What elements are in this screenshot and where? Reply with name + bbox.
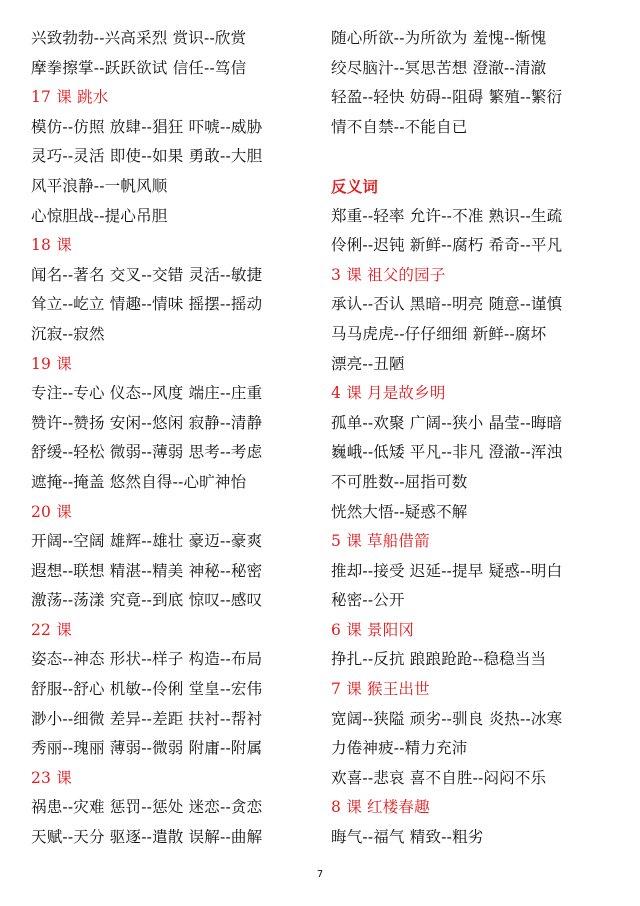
word-pair-line: 孤单--欢聚 广阔--狭小 晶莹--晦暗 bbox=[331, 413, 563, 432]
lesson-heading: 5 课 草船借箭 bbox=[331, 532, 430, 551]
word-pair-line: 闻名--著名 交叉--交错 灵活--敏捷 bbox=[31, 265, 263, 284]
word-pair-line: 晦气--福气 精致--粗劣 bbox=[331, 828, 484, 847]
word-pair-line: 秘密--公开 bbox=[331, 591, 405, 610]
word-pair-line: 渺小--细微 差异--差距 扶衬--帮衬 bbox=[31, 709, 263, 728]
word-pair-line: 遮掩--掩盖 悠然自得--心旷神怡 bbox=[31, 472, 247, 491]
word-pair-line: 天赋--天分 驱逐--遣散 误解--曲解 bbox=[31, 828, 263, 847]
word-pair-line: 推却--接受 迟延--提早 疑惑--明白 bbox=[331, 561, 563, 580]
word-pair-line: 激荡--荡漾 究竟--到底 惊叹--感叹 bbox=[31, 591, 263, 610]
lesson-heading: 3 课 祖父的园子 bbox=[331, 265, 446, 284]
word-pair-line: 漂亮--丑陋 bbox=[331, 354, 405, 373]
section-heading: 反义词 bbox=[331, 176, 379, 196]
lesson-heading: 17 课 跳水 bbox=[31, 88, 109, 107]
lesson-heading: 7 课 猴王出世 bbox=[331, 680, 430, 699]
word-pair-line: 恍然大悟--疑惑不解 bbox=[331, 502, 468, 521]
word-pair-line: 伶俐--迟钝 新鲜--腐朽 希奇--平凡 bbox=[331, 236, 563, 255]
word-pair-line: 沉寂--寂然 bbox=[31, 324, 105, 343]
word-pair-line: 随心所欲--为所欲为 羞愧--惭愧 bbox=[331, 29, 547, 47]
lesson-heading: 22 课 bbox=[31, 620, 72, 639]
word-pair-line: 承认--否认 黑暗--明亮 随意--谨慎 bbox=[331, 295, 563, 314]
page-number: 7 bbox=[316, 869, 324, 880]
lesson-heading: 19 课 bbox=[31, 354, 72, 373]
word-pair-line: 耸立--屹立 情趣--情味 摇摆--摇动 bbox=[31, 295, 263, 314]
word-pair-line: 马马虎虎--仔仔细细 新鲜--腐坏 bbox=[331, 324, 547, 343]
word-pair-line: 巍峨--低矮 平凡--非凡 澄澈--浑浊 bbox=[331, 443, 563, 462]
word-pair-line: 赞许--赞扬 安闲--悠闲 寂静--清静 bbox=[31, 413, 263, 432]
word-pair-line: 情不自禁--不能自已 bbox=[331, 117, 468, 136]
word-pair-line: 郑重--轻率 允许--不准 熟识--生疏 bbox=[331, 206, 563, 225]
right-column bbox=[331, 24, 631, 853]
word-pair-line: 姿态--神态 形状--样子 构造--布局 bbox=[31, 650, 263, 669]
word-pair-line: 风平浪静--一帆风顺 bbox=[31, 176, 168, 195]
word-pair-line: 绞尽脑汁--冥思苦想 澄澈--清澈 bbox=[331, 58, 547, 77]
word-pair-line: 开阔--空阔 雄辉--雄壮 豪迈--豪爽 bbox=[31, 532, 263, 551]
word-pair-line: 轻盈--轻快 妨碍--阻碍 繁殖--繁衍 bbox=[331, 88, 563, 107]
word-pair-line: 兴致勃勃--兴高采烈 赏识--欣赏 bbox=[31, 29, 247, 47]
word-pair-line: 模仿--仿照 放肆--猖狂 吓唬--威胁 bbox=[31, 117, 263, 136]
word-pair-line: 舒缓--轻松 微弱--薄弱 思考--考虑 bbox=[31, 443, 263, 462]
word-pair-line: 不可胜数--屈指可数 bbox=[331, 472, 468, 491]
word-pair-line: 欢喜--悲哀 喜不自胜--闷闷不乐 bbox=[331, 768, 547, 787]
lesson-heading: 6 课 景阳冈 bbox=[331, 620, 415, 639]
word-pair-line: 挣扎--反抗 踉踉跄跄--稳稳当当 bbox=[331, 650, 547, 669]
word-pair-line: 力倦神疲--精力充沛 bbox=[331, 739, 468, 758]
word-pair-line: 秀丽--瑰丽 薄弱--微弱 附庸--附属 bbox=[31, 739, 263, 758]
spacer bbox=[331, 142, 631, 172]
lesson-heading: 4 课 月是故乡明 bbox=[331, 384, 446, 403]
lesson-heading: 8 课 红楼春趣 bbox=[331, 798, 430, 817]
word-pair-line: 祸患--灾难 惩罚--惩处 迷恋--贪恋 bbox=[31, 798, 263, 817]
word-pair-line: 舒服--舒心 机敏--伶俐 堂皇--宏伟 bbox=[31, 680, 263, 699]
word-pair-line: 遐想--联想 精湛--精美 神秘--秘密 bbox=[31, 561, 263, 580]
lesson-heading: 20 课 bbox=[31, 502, 72, 521]
lesson-heading: 23 课 bbox=[31, 768, 72, 787]
left-column bbox=[31, 24, 301, 853]
lesson-heading: 18 课 bbox=[31, 236, 72, 255]
word-pair-line: 灵巧--灵活 即使--如果 勇敢--大胆 bbox=[31, 147, 263, 166]
word-pair-line: 摩拳擦掌--跃跃欲试 信任--笃信 bbox=[31, 58, 247, 77]
word-pair-line: 宽阔--狭隘 顽劣--驯良 炎热--冰寒 bbox=[331, 709, 563, 728]
word-pair-line: 专注--专心 仪态--风度 端庄--庄重 bbox=[31, 384, 263, 403]
word-pair-line: 心惊胆战--提心吊胆 bbox=[31, 206, 168, 225]
